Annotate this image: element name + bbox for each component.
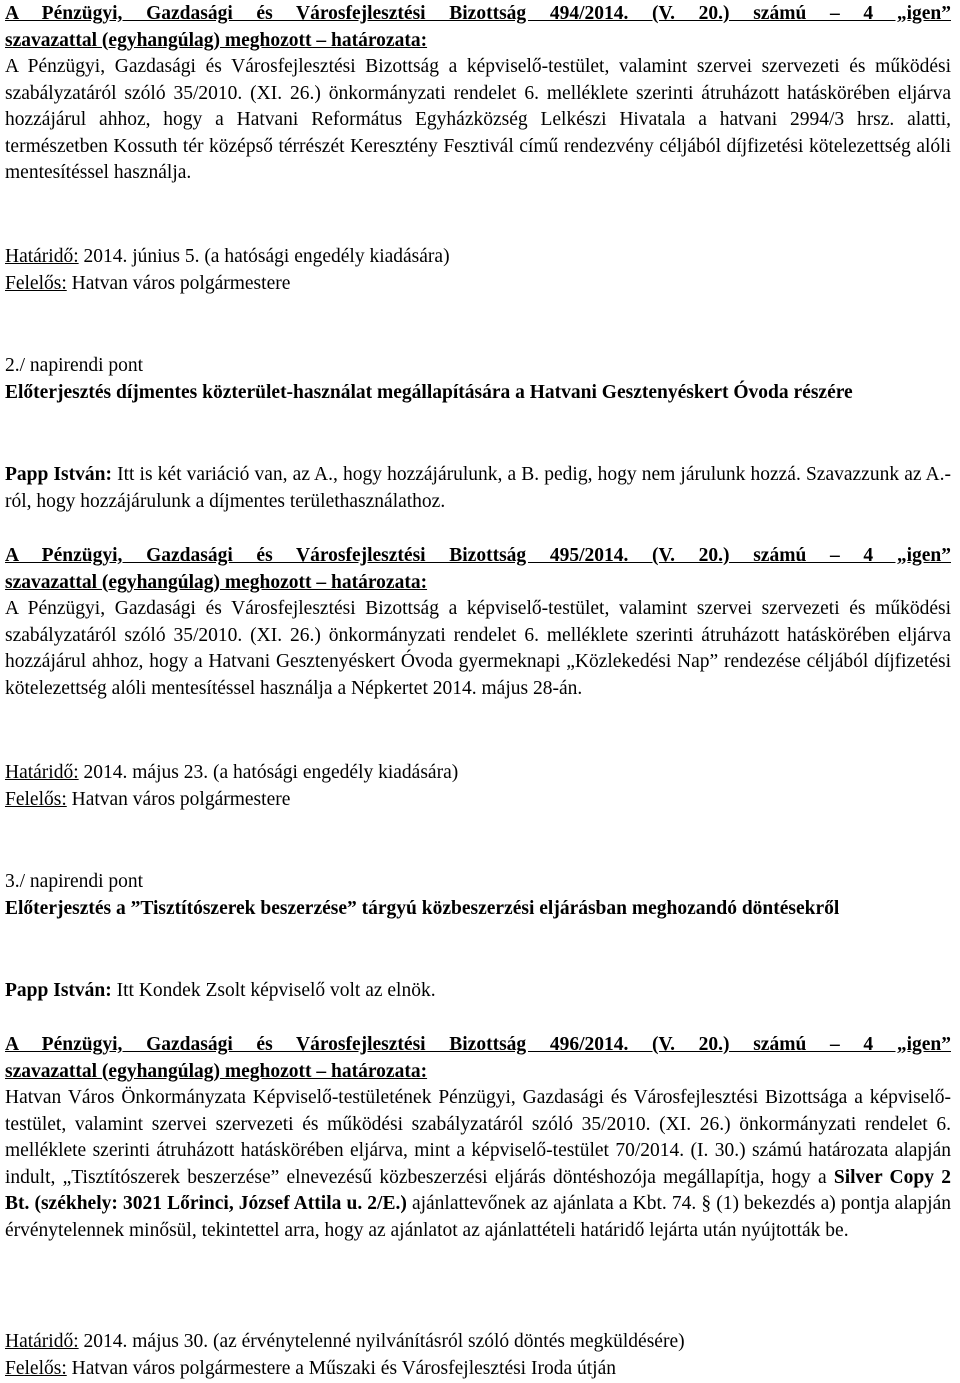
agenda-item-2 [5,353,951,406]
deadline-text: 2014. május 23. (a hatósági engedély kiadására) [78,762,459,783]
responsible-label: Felelős: [5,272,67,294]
speech-paragraph [5,978,951,1005]
speech-text: Itt Kondek Zsolt képviselő volt az elnök. [111,980,436,1001]
deadline-line [5,1329,951,1356]
deadline-line [5,760,951,787]
decision-title: A Pénzügyi, Gazdasági és Városfejlesztési Bizottság 496/2014. (V. 20.) számú – 4 „igen” [5,1034,951,1055]
decision-body [5,1085,951,1244]
deadline-label: Határidő: [5,1331,79,1352]
decision-494 [5,1,951,187]
decision-title: A Pénzügyi, Gazdasági és Városfejlesztési Bizottság 495/2014. (V. 20.) számú – 4 „igen” [5,545,951,566]
responsible-text: Hatvan város polgármestere [66,788,291,810]
decision-subtitle: szavazattal (egyhangúlag) meghozott – határozata: [5,1060,428,1082]
decision-body: A Pénzügyi, Gazdasági és Városfejlesztési Bizottság a képviselő-testület, valamint szervei szervezeti és működési szabályzatáról szóló 35/2010. (XI. 26.) önkormányzati rendelet 6. melléklete szerinti átruházott hatáskörében eljárva hozzájárul ahhoz, hogy a Hatvani Református Egyházközség Lelkészi Hivatala a hatvani 2994/3 hrsz. alatti, természetben Kossuth tér középső térrészét Keresztény Fesztivál című rendezvény céljából díjfizetési kötelezettség alóli mentesítéssel használja. [5,56,951,183]
responsible-text: Hatvan város polgármestere [66,272,291,294]
speech-paragraph [5,462,951,515]
speaker-name: Papp István: [5,464,112,485]
decision-494-meta [5,244,951,297]
decision-subtitle: szavazattal (egyhangúlag) meghozott – határozata: [5,571,428,593]
speaker-name: Papp István: [5,980,112,1001]
agenda-heading: 2./ napirendi pont [5,355,144,376]
deadline-text: 2014. június 5. (a hatósági engedély kiadására) [78,246,450,267]
company-name-bold: Silver Copy 2 Bt. (székhely: 3021 Lőrinci, József Attila u. 2/E.) [5,1166,951,1214]
agenda-3-speech [5,978,951,1005]
body-text-a: Hatvan Város Önkormányzata Képviselő-testületének Pénzügyi, Gazdasági és Városfejlesztési Bizottsága a képviselő-testület, valamint szervei szervezeti és működési szabályzatáról szóló 35/2010. (XI. 26.) önkormányzati rendelet 6. melléklete szerinti átruházott hatáskörében eljárva, mint a képviselő-testület 70/2014. (I. 30.) számú határozata alapján indult, „Tisztítószerek beszerzése” elnevezésű közbeszerzési eljárás döntéshozója megállapítja, hogy a [5,1087,951,1188]
decision-496 [5,1032,951,1244]
responsible-line [5,271,951,298]
agenda-title: Előterjesztés díjmentes közterület-használat megállapítására a Hatvani Gesztenyéskert Óvoda részére [5,381,853,403]
deadline-line [5,244,951,271]
decision-495-meta [5,760,951,813]
deadline-label: Határidő: [5,246,79,267]
agenda-2-speech [5,462,951,515]
responsible-label: Felelős: [5,1357,67,1379]
responsible-line [5,1356,951,1383]
body-text-b: ajánlattevőnek az ajánlata a Kbt. 74. § (1) bekezdés a) pontja alapján érvénytelennek minősül, tekintettel arra, hogy az ajánlatot az ajánlattételi határidő lejárta után nyújtották be. [5,1193,951,1241]
deadline-label: Határidő: [5,762,79,783]
decision-496-meta [5,1329,951,1382]
responsible-line [5,787,951,814]
decision-subtitle: szavazattal (egyhangúlag) meghozott – határozata: [5,29,428,51]
agenda-item-3 [5,869,951,922]
decision-495 [5,543,951,702]
responsible-label: Felelős: [5,788,67,810]
decision-title: A Pénzügyi, Gazdasági és Városfejlesztési Bizottság 494/2014. (V. 20.) számú – 4 „igen” [5,3,951,24]
decision-body: A Pénzügyi, Gazdasági és Városfejlesztési Bizottság a képviselő-testület, valamint szervei szervezeti és működési szabályzatáról szóló 35/2010. (XI. 26.) önkormányzati rendelet 6. melléklete szerinti átruházott hatáskörében eljárva hozzájárul ahhoz, hogy a Hatvani Gesztenyéskert Óvoda gyermeknapi „Közlekedési Nap” rendezése céljából díjfizetési kötelezettség alóli mentesítéssel használja a Népkertet 2014. május 28-án. [5,598,951,699]
deadline-text: 2014. május 30. (az érvénytelenné nyilvánításról szóló döntés megküldésére) [78,1331,685,1352]
agenda-title: Előterjesztés a ”Tisztítószerek beszerzése” tárgyú közbeszerzési eljárásban meghozandó döntésekről [5,897,840,919]
responsible-text: Hatvan város polgármestere a Műszaki és Városfejlesztési Iroda útján [66,1357,616,1379]
speech-text: Itt is két variáció van, az A., hogy hozzájárulunk, a B. pedig, hogy nem járulunk hozzá. Szavazzunk az A.-ról, hogy hozzájárulunk a díjmentes területhasználathoz. [5,464,951,512]
agenda-heading: 3./ napirendi pont [5,871,144,892]
